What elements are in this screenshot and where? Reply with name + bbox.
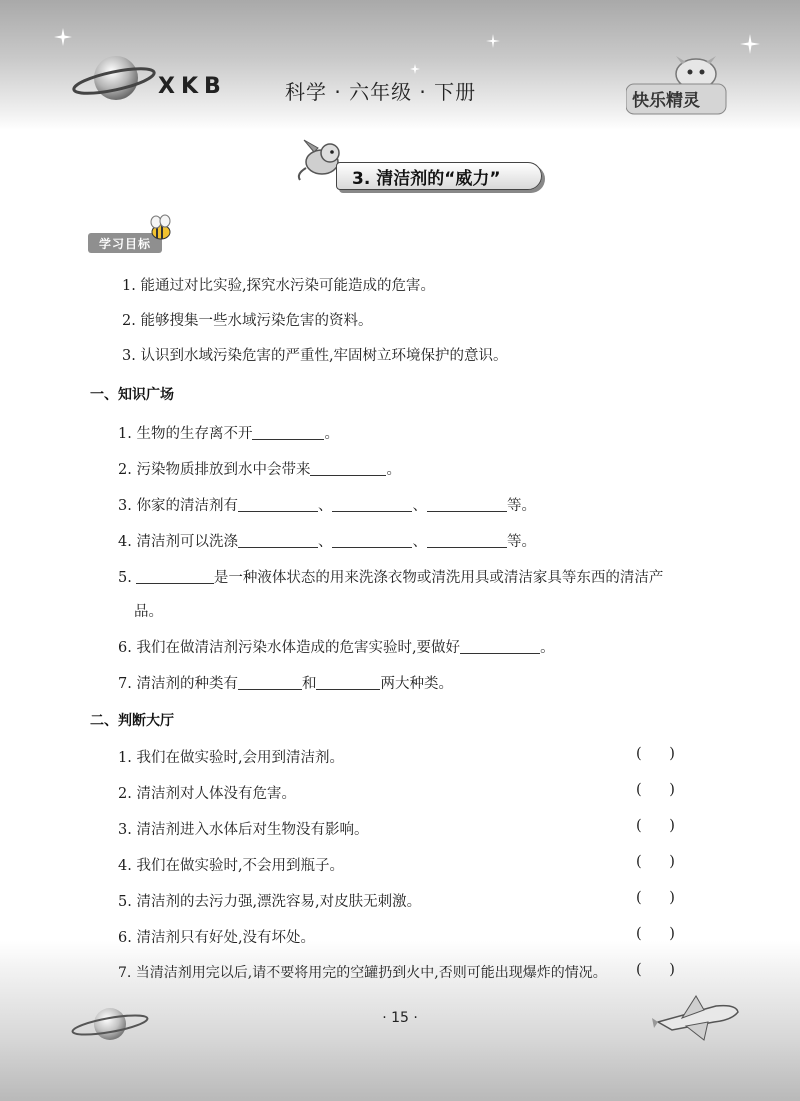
fill-question-6: 6. 我们在做清洁剂污染水体造成的危害实验时,要做好 。 bbox=[118, 640, 555, 656]
judge-question: 1. 我们在做实验时,会用到清洁剂。 bbox=[118, 750, 345, 766]
bee-icon bbox=[146, 214, 176, 244]
sparkle-icon bbox=[486, 34, 500, 48]
section-title-knowledge: 一、知识广场 bbox=[90, 387, 174, 403]
planet-icon bbox=[70, 1000, 150, 1046]
lesson-title: 3. 清洁剂的“威力” bbox=[352, 169, 501, 189]
judge-question: 5. 清洁剂的去污力强,漂洗容易,对皮肤无刺激。 bbox=[118, 894, 422, 910]
learning-goals-tag: 学习目标 bbox=[88, 233, 162, 253]
fill-question-5-continuation: 品。 bbox=[134, 604, 163, 620]
fill-question-7: 7. 清洁剂的种类有 和 两大种类。 bbox=[118, 676, 453, 692]
judge-question: 3. 清洁剂进入水体后对生物没有影响。 bbox=[118, 822, 369, 838]
fill-question-4: 4. 清洁剂可以洗涤 、 、 等。 bbox=[118, 534, 536, 550]
answer-blank[interactable] bbox=[238, 497, 318, 512]
answer-blank[interactable] bbox=[238, 675, 302, 690]
judge-question: 7. 当清洁剂用完以后,请不要将用完的空罐扔到火中,否则可能出现爆炸的情况。 bbox=[118, 965, 607, 981]
judge-question: 2. 清洁剂对人体没有危害。 bbox=[118, 786, 296, 802]
answer-parentheses[interactable]: ( ) bbox=[636, 782, 675, 798]
brand-logo bbox=[626, 56, 730, 118]
sparkle-icon bbox=[54, 28, 72, 46]
answer-blank[interactable] bbox=[460, 639, 540, 654]
fill-question-3: 3. 你家的清洁剂有 、 、 等。 bbox=[118, 498, 536, 514]
fill-question-1: 1. 生物的生存离不开 。 bbox=[118, 426, 339, 442]
answer-parentheses[interactable]: ( ) bbox=[636, 746, 675, 762]
answer-parentheses[interactable]: ( ) bbox=[636, 818, 675, 834]
answer-blank[interactable] bbox=[136, 569, 214, 584]
section-title-judgement: 二、判断大厅 bbox=[90, 713, 174, 729]
goal-item: 3. 认识到水域污染危害的严重性,牢固树立环境保护的意识。 bbox=[122, 348, 508, 364]
answer-parentheses[interactable]: ( ) bbox=[636, 854, 675, 870]
answer-parentheses[interactable]: ( ) bbox=[636, 890, 675, 906]
answer-blank[interactable] bbox=[332, 533, 412, 548]
answer-blank[interactable] bbox=[427, 533, 507, 548]
fill-question-5: 5. 是一种液体状态的用来洗涤衣物或清洗用具或清洁家具等东西的清洁产 bbox=[118, 570, 664, 586]
answer-blank[interactable] bbox=[316, 675, 380, 690]
answer-blank[interactable] bbox=[252, 425, 324, 440]
goal-item: 2. 能够搜集一些水域污染危害的资料。 bbox=[122, 313, 373, 329]
goal-item: 1. 能通过对比实验,探究水污染可能造成的危害。 bbox=[122, 278, 436, 294]
series-code: XKB bbox=[158, 74, 227, 99]
answer-blank[interactable] bbox=[427, 497, 507, 512]
answer-blank[interactable] bbox=[238, 533, 318, 548]
judge-question: 6. 清洁剂只有好处,没有坏处。 bbox=[118, 930, 316, 946]
brand-text: 快乐精灵 bbox=[632, 91, 700, 111]
sparkle-icon bbox=[740, 34, 760, 54]
answer-parentheses[interactable]: ( ) bbox=[636, 962, 675, 978]
page-number: · 15 · bbox=[382, 1010, 418, 1026]
answer-blank[interactable] bbox=[310, 461, 386, 476]
book-title: 科学 · 六年级 · 下册 bbox=[285, 80, 477, 104]
answer-parentheses[interactable]: ( ) bbox=[636, 926, 675, 942]
judge-question: 4. 我们在做实验时,不会用到瓶子。 bbox=[118, 858, 345, 874]
space-shuttle-icon bbox=[652, 988, 742, 1044]
answer-blank[interactable] bbox=[332, 497, 412, 512]
sparkle-icon bbox=[410, 64, 420, 74]
fill-question-2: 2. 污染物质排放到水中会带来 。 bbox=[118, 462, 401, 478]
planet-icon bbox=[72, 50, 156, 106]
